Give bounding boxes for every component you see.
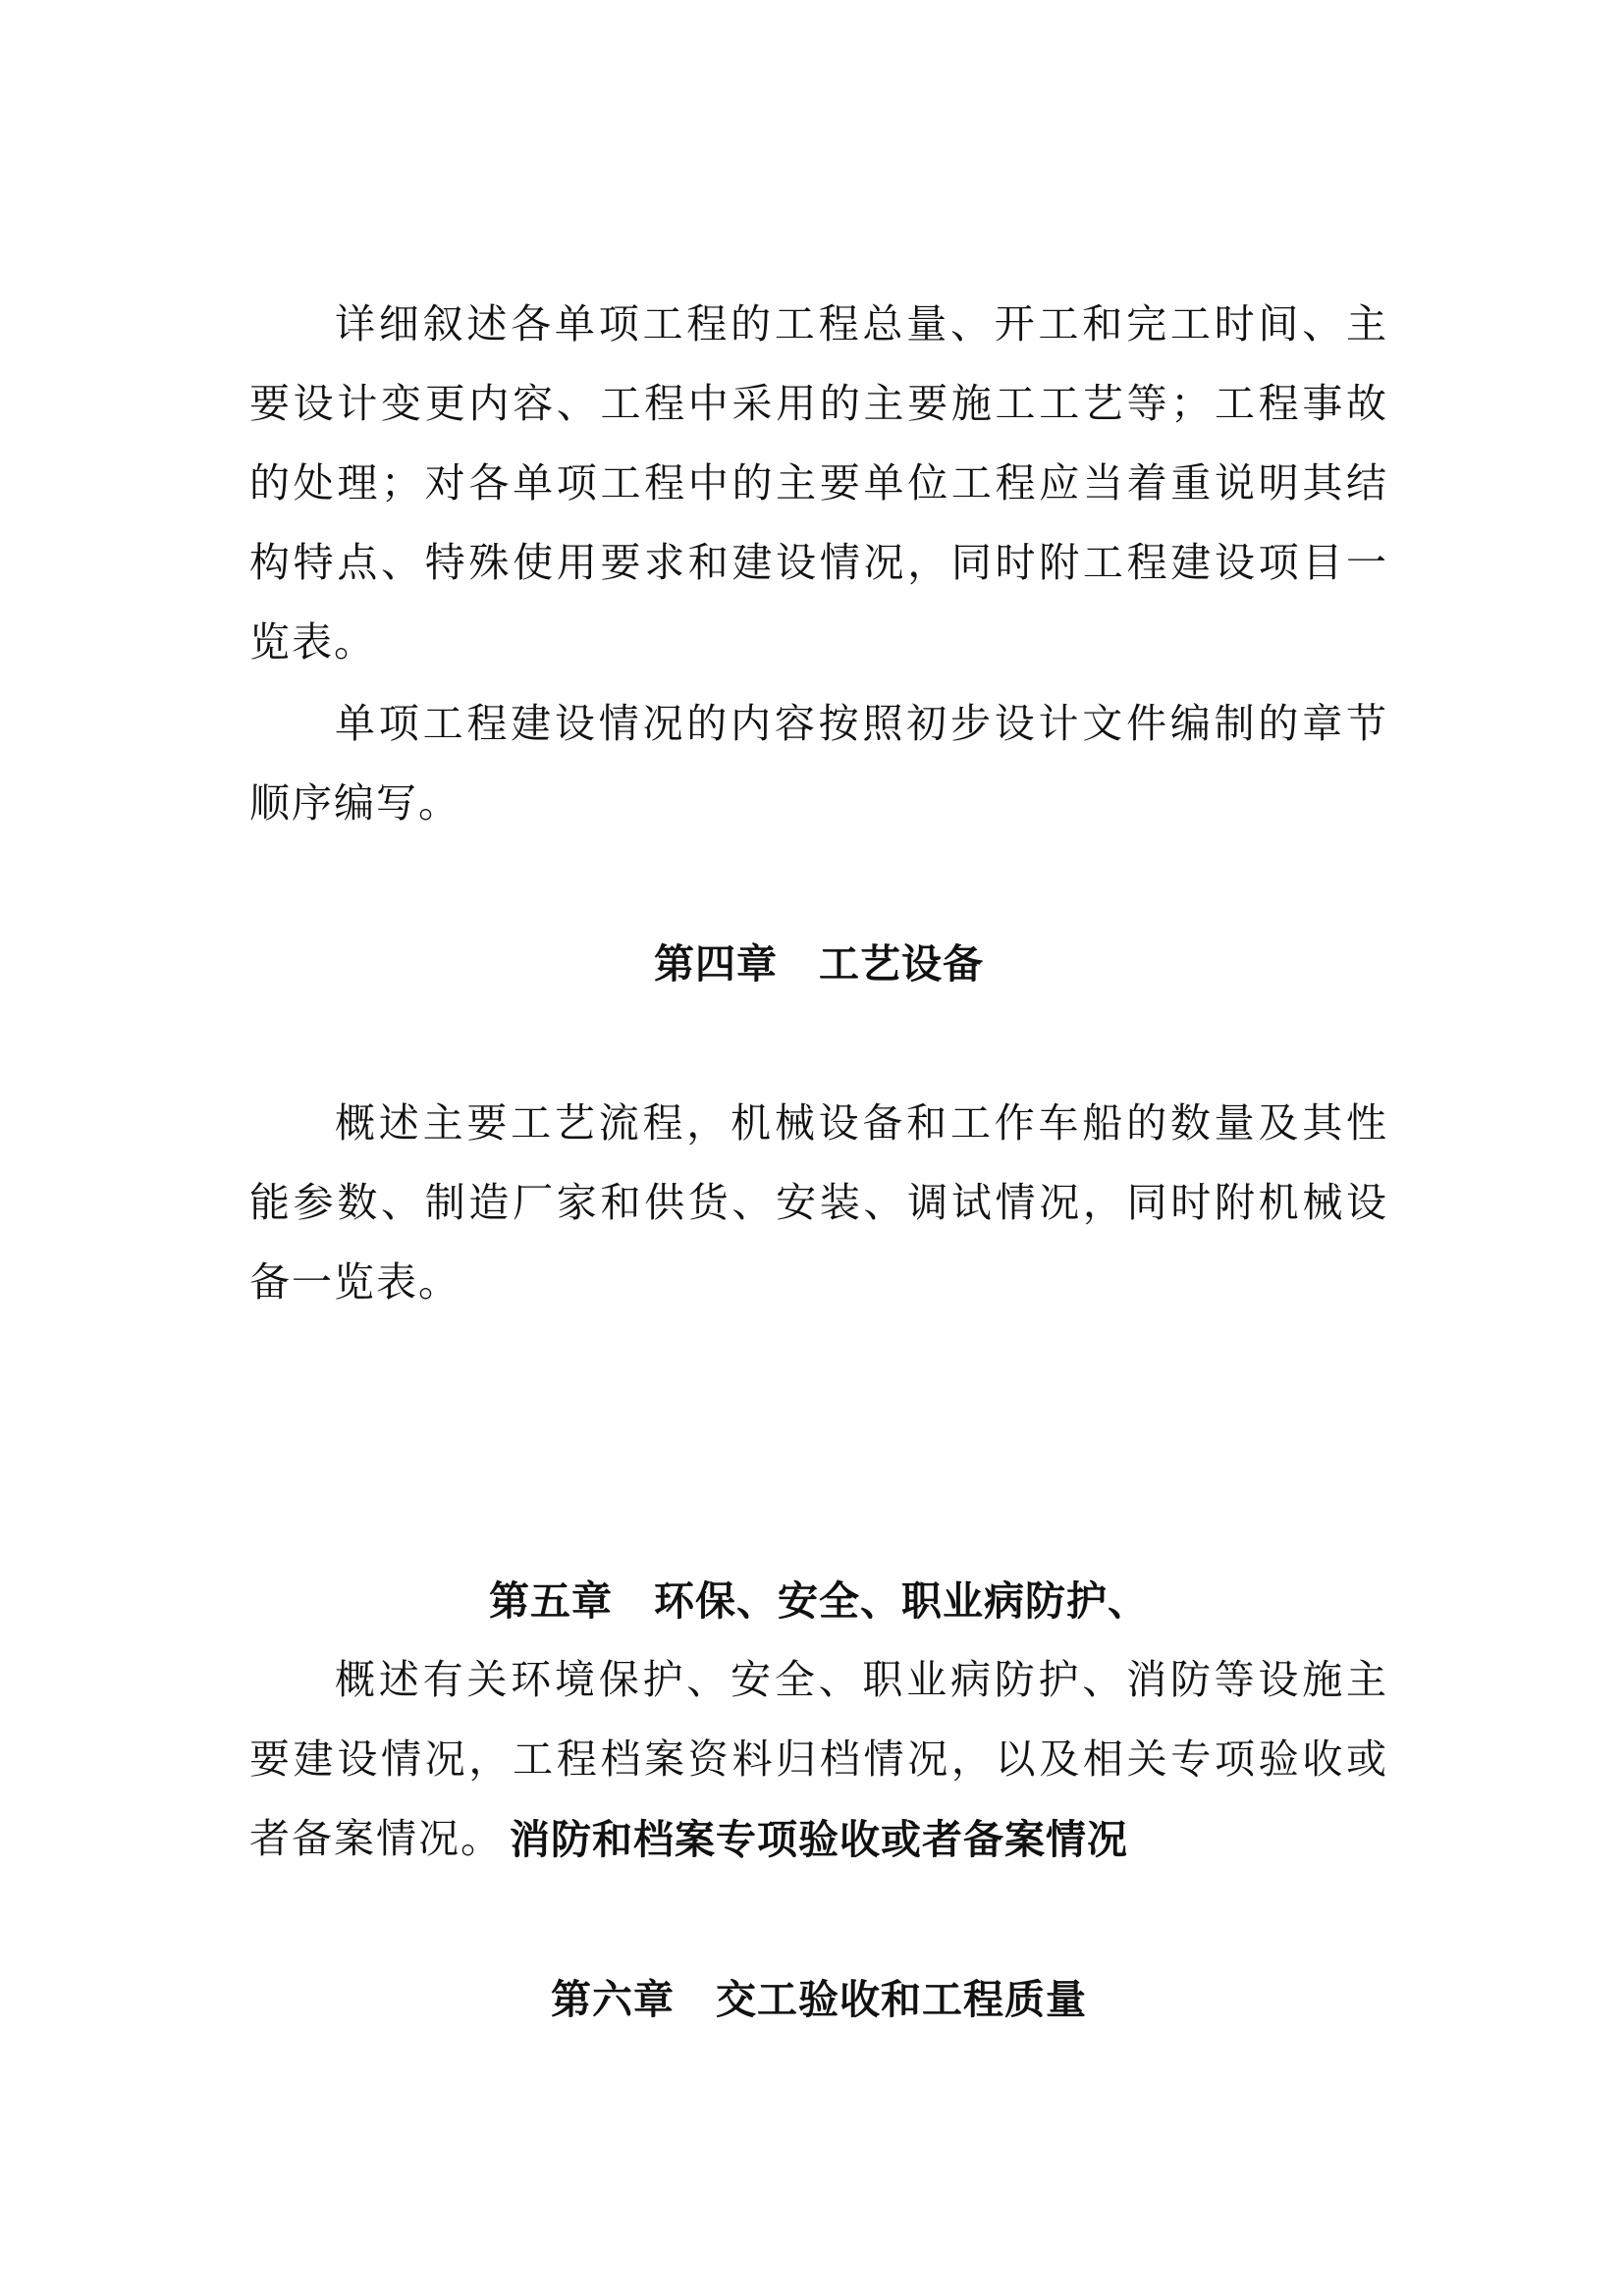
paragraph-writing-order: 单项工程建设情况的内容按照初步设计文件编制的章节顺序编写。 [249,700,1388,827]
paragraph-process-equipment: 概述主要工艺流程，机械设备和工作车船的数量及其性能参数、制造厂家和供货、安装、调试情况，同时附机械设备一览表。 [249,1099,1388,1306]
paragraph-special-acceptance: 概述有关环境保护、安全、职业病防护、消防等设施主要建设情况，工程档案资料归档情况，以及相关专项验收或者备案情况。 [249,1656,1388,1862]
chapter-5-title-line-2: 消防和档案专项验收或者备案情况 [510,1816,1128,1863]
chapter-5-title-line-1: 第五章 环保、安全、职业病防护、 [489,1577,1149,1625]
paragraph-project-details: 详细叙述各单项工程的工程总量、开工和完工时间、主要设计变更内容、工程中采用的主要施工工艺等；工程事故的处理；对各单项工程中的主要单位工程应当着重说明其结构特点、特殊使用要求和建设情况，同时附工程建设项目一览表。 [249,300,1388,666]
chapter-4-title: 第四章 工艺设备 [654,940,984,988]
chapter-6-title: 第六章 交工验收和工程质量 [551,1976,1087,2023]
